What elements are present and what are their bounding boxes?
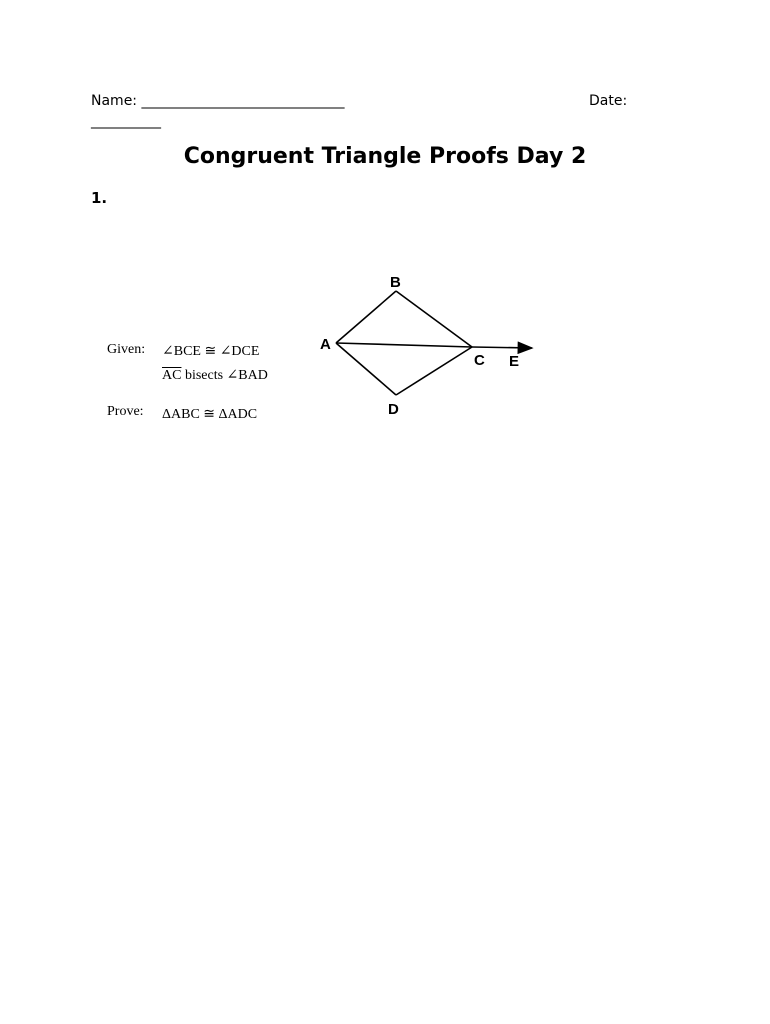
point-label-e: E xyxy=(509,353,520,370)
date-field-blank: __________ xyxy=(91,113,161,129)
page-title: Congruent Triangle Proofs Day 2 xyxy=(183,144,587,169)
point-label-b: B xyxy=(390,274,401,291)
point-label-d: D xyxy=(388,401,399,418)
ray-ce xyxy=(472,347,532,348)
segment-ad xyxy=(336,343,396,395)
given-statement-2-text: bisects ∠BAD xyxy=(181,368,268,383)
given-label: Given: xyxy=(107,342,146,357)
segment-ab xyxy=(336,291,396,343)
name-field-label: Name: _____________________________ xyxy=(91,93,345,109)
date-field-label: Date: xyxy=(589,93,628,109)
segment-ac-line xyxy=(336,343,472,347)
point-label-c: C xyxy=(474,352,485,369)
segment-dc xyxy=(396,347,472,395)
segment-bc xyxy=(396,291,472,347)
problem-number: 1. xyxy=(91,189,108,207)
given-statement-2 xyxy=(162,367,268,384)
prove-label: Prove: xyxy=(107,404,144,419)
quadrilateral-diagram xyxy=(300,262,550,422)
segment-ac: $\overline{AC}$ xyxy=(162,368,182,383)
point-label-a: A xyxy=(320,336,331,353)
given-statement-1: ∠BCE ≅ ∠DCE xyxy=(162,344,260,359)
prove-statement: ΔABC ≅ ΔADC xyxy=(162,407,258,422)
